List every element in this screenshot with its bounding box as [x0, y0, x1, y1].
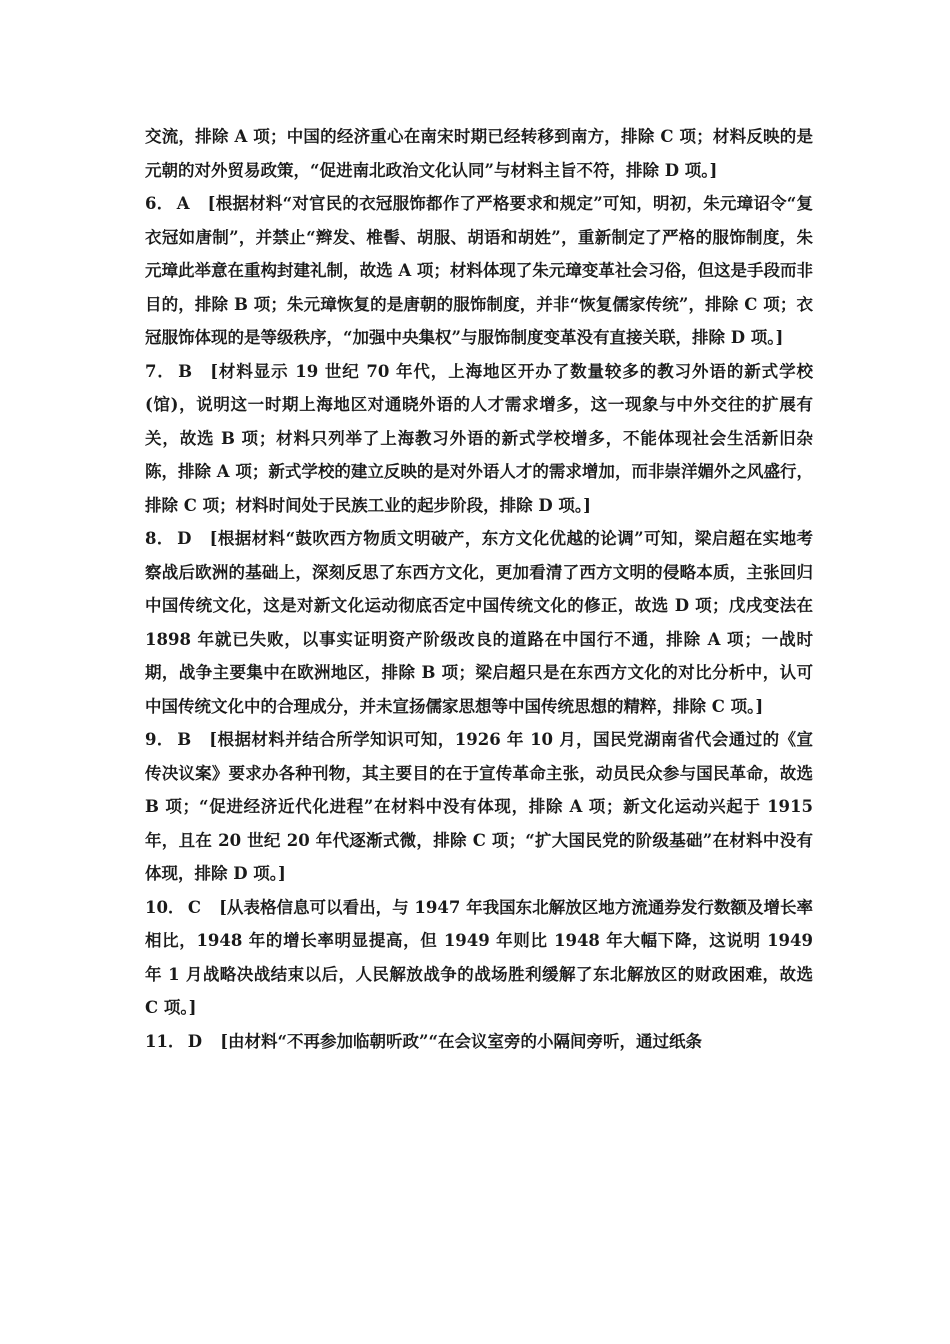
intro-paragraph: 交流，排除 A 项；中国的经济重心在南宋时期已经转移到南方，排除 C 项；材料反映的是元朝的对外贸易政策，“促进南北政治文化认同”与材料主旨不符，排除 D 项。]	[145, 127, 813, 180]
item-number: 7．	[145, 361, 175, 381]
item-explanation: [根据材料“对官民的衣冠服饰都作了严格要求和规定”可知，明初，朱元璋诏令“复衣冠如唐制”，并禁止“辫发、椎髻、胡服、胡语和胡姓”，重新制定了严格的服饰制度，朱元璋此举意在重构封建礼制，故选 A 项；材料体现了朱元璋变革社会习俗，但这是手段而非目的，排除 B 项；朱元璋恢复的是唐朝的服饰制度，并非“恢复儒家传统”，排除 C 项；衣冠服饰体现的是等级秩序，“加强中央集权”与服饰制度变革没有直接关联，排除 D 项。]	[145, 194, 814, 347]
answer-item-6	[145, 187, 813, 355]
item-number: 10．	[145, 897, 185, 917]
item-explanation: [由材料“不再参加临朝听政”“在会议室旁的小隔间旁听，通过纸条	[220, 1031, 702, 1051]
answer-explanations	[145, 120, 813, 1058]
item-answer: D	[177, 529, 192, 548]
item-number: 6．	[145, 194, 174, 213]
item-number: 8．	[145, 529, 174, 548]
item-answer: D	[187, 1031, 203, 1051]
item-explanation: [材料显示 19 世纪 70 年代，上海地区开办了数量较多的教习外语的新式学校(馆)，说明这一时期上海地区对通晓外语的人才需求增多，这一现象与中外交往的扩展有关，故选 B 项；材料只列举了上海教习外语的新式学校增多，不能体现社会生活新旧杂陈，排除 A 项；新式学校的建立反映的是对外语人才的需求增加，而非崇洋媚外之风盛行，排除 C 项；材料时间处于民族工业的起步阶段，排除 D 项。]	[145, 361, 813, 515]
answer-item-9	[145, 723, 813, 891]
item-explanation: [从表格信息可以看出，与 1947 年我国东北解放区地方流通券发行数额及增长率相比，1948 年的增长率明显提高，但 1949 年则比 1948 年大幅下降，这说明 1949 年 1 月战略决战结束以后，人民解放战争的战场胜利缓解了东北解放区的财政困难，故选 C 项。]	[145, 897, 814, 1017]
answer-item-8	[145, 522, 813, 723]
item-number: 11．	[145, 1031, 185, 1051]
answer-item-7	[145, 355, 813, 523]
item-answer: C	[187, 897, 201, 917]
item-number: 9．	[145, 730, 174, 749]
answer-item-11	[145, 1025, 813, 1059]
item-explanation: [根据材料并结合所学知识可知，1926 年 10 月，国民党湖南省代会通过的《宣传决议案》要求办各种刊物，其主要目的在于宣传革命主张，动员民众参与国民革命，故选 B 项；“促进经济近代化进程”在材料中没有体现，排除 A 项；新文化运动兴起于 1915 年，且在 20 世纪 20 年代逐渐式微，排除 C 项；“扩大国民党的阶级基础”在材料中没有体现，排除 D 项。]	[145, 730, 813, 883]
item-answer: B	[177, 730, 192, 749]
item-answer: B	[178, 361, 193, 381]
item-answer: A	[176, 194, 190, 213]
item-explanation: [根据材料“鼓吹西方物质文明破产，东方文化优越的论调”可知，梁启超在实地考察战后欧洲的基础上，深刻反思了东西方文化，更加看清了西方文明的侵略本质，主张回归中国传统文化，这是对新文化运动彻底否定中国传统文化的修正，故选 D 项；戊戌变法在 1898 年就已失败，以事实证明资产阶级改良的道路在中国行不通，排除 A 项；一战时期，战争主要集中在欧洲地区，排除 B 项；梁启超只是在东西方文化的对比分析中，认可中国传统文化中的合理成分，并未宣扬儒家思想等中国传统思想的精粹，排除 C 项。]	[145, 529, 813, 716]
answer-item-10	[145, 891, 813, 1025]
